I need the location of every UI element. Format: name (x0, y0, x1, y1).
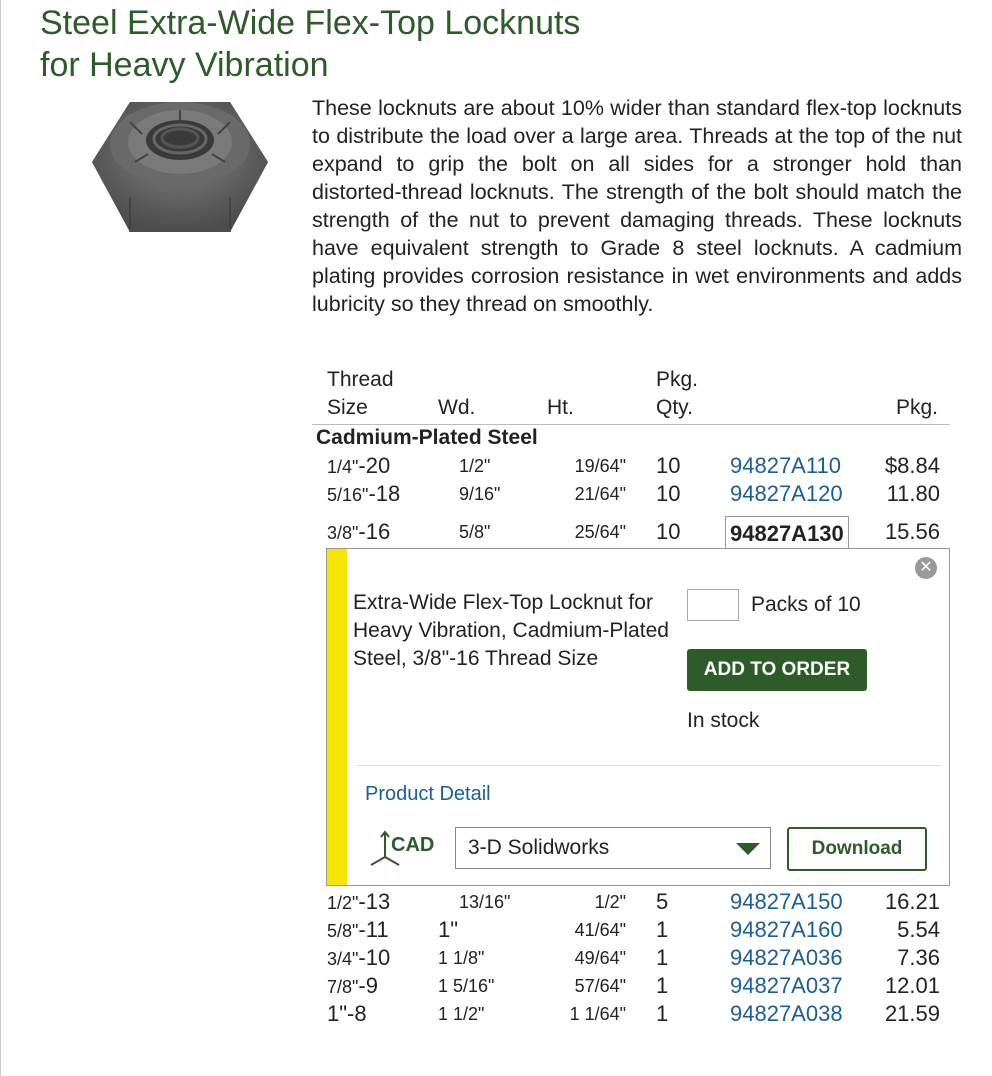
part-number-selected[interactable]: 94827A130 (725, 516, 849, 550)
height: 41/64" (574, 920, 626, 940)
download-button[interactable]: Download (787, 827, 927, 871)
panel-accent-stripe (327, 549, 347, 885)
width: 5/8" (459, 522, 491, 542)
panel-divider (357, 765, 941, 766)
table-row (312, 452, 952, 480)
height: 1/2" (594, 892, 626, 912)
thread-size: 3/4"-10 (327, 945, 391, 970)
table-row (312, 888, 952, 916)
height: 19/64" (574, 456, 626, 476)
width: 1 1/8" (438, 948, 485, 968)
part-number-link[interactable]: 94827A038 (730, 1001, 843, 1026)
cad-format-select[interactable] (455, 827, 771, 869)
height: 25/64" (574, 522, 626, 542)
part-number-link[interactable]: 94827A160 (730, 917, 843, 942)
thread-size: 5/16"-18 (327, 481, 401, 506)
pkg-qty: 10 (656, 453, 681, 478)
header-height: Ht. (547, 396, 574, 419)
thread-size: 1"-8 (327, 1001, 367, 1026)
height: 49/64" (574, 948, 626, 968)
group-label: Cadmium-Plated Steel (316, 426, 538, 449)
pkg-qty: 1 (656, 973, 669, 998)
chevron-down-icon (736, 843, 760, 855)
add-to-order-button[interactable]: ADD TO ORDER (687, 649, 867, 691)
product-description: These locknuts are about 10% wider than standard flex-top locknuts to distribute the load over a large area. Threads at the top of the nut expand to grip the bolt on all sides for a stronger hold than distorted-thread locknuts. The strength of the bolt should match the strength of the nut to prevent damaging threads. These locknuts have equivalent strength to Grade 8 steel locknuts. A cadmium plating provides corrosion resistance in wet environments and adds lubricity so they thread on smoothly. (312, 96, 962, 316)
price: 15.56 (884, 519, 940, 544)
width: 1 1/2" (438, 1004, 485, 1024)
selected-product-description: Extra-Wide Flex-Top Locknut for Heavy Vibration, Cadmium-Plated Steel, 3/8"-16 Thread Size (353, 591, 669, 670)
part-number-link[interactable]: 94827A150 (730, 889, 843, 914)
pkg-qty: 1 (656, 945, 669, 970)
order-panel (326, 548, 950, 886)
table-row (312, 944, 952, 972)
thread-size: 5/8"-11 (327, 917, 389, 942)
header-thread-line1: Thread (327, 368, 394, 391)
height: 21/64" (574, 484, 626, 504)
part-number-link[interactable]: 94827A120 (730, 481, 843, 506)
table-row (312, 972, 952, 1000)
table-row (312, 480, 952, 508)
pkg-qty: 1 (656, 1001, 669, 1026)
cad-format-value: 3-D Solidworks (468, 836, 610, 859)
header-thread-line2: Size (327, 396, 368, 419)
part-number-link[interactable]: 94827A037 (730, 973, 843, 998)
width: 1/2" (459, 456, 491, 476)
header-pkgqty-line2: Qty. (656, 396, 693, 419)
width: 1" (438, 917, 459, 942)
pkg-qty: 1 (656, 917, 669, 942)
table-row-selected (312, 518, 952, 546)
width: 1 5/16" (438, 976, 495, 996)
price: 16.21 (884, 889, 940, 914)
stock-status: In stock (687, 709, 760, 732)
pkg-qty: 10 (656, 519, 681, 544)
thread-size: 3/8"-16 (327, 519, 391, 544)
header-width: Wd. (438, 396, 476, 419)
packs-label: Packs of 10 (751, 593, 861, 616)
price: 12.01 (884, 973, 940, 998)
cad-icon (365, 829, 435, 869)
cad-label: CAD (391, 834, 435, 856)
price: 7.36 (897, 945, 940, 970)
thread-size: 1/2"-13 (327, 889, 391, 914)
header-pkgqty-line1: Pkg. (656, 368, 699, 391)
header-pkg-price: Pkg. (895, 396, 938, 419)
part-number-link[interactable]: 94827A036 (730, 945, 843, 970)
price: 11.80 (886, 481, 940, 506)
width: 13/16" (459, 892, 511, 912)
height: 1 1/64" (569, 1004, 626, 1024)
table-row (312, 916, 952, 944)
page-left-border (0, 0, 1, 1076)
close-icon[interactable]: ✕ (915, 557, 937, 579)
page-title: Steel Extra-Wide Flex-Top Locknuts for Heavy Vibration (40, 4, 581, 84)
locknut-image (90, 92, 270, 242)
pkg-qty: 10 (656, 481, 681, 506)
thread-size: 1/4"-20 (327, 453, 391, 478)
thread-size: 7/8"-9 (327, 973, 378, 998)
table-row (312, 1000, 952, 1028)
product-detail-link[interactable]: Product Detail (365, 783, 491, 805)
price: $8.84 (884, 453, 940, 478)
part-number-link[interactable]: 94827A110 (730, 453, 841, 478)
width: 9/16" (459, 484, 501, 504)
pkg-qty: 5 (656, 889, 669, 914)
price: 21.59 (884, 1001, 940, 1026)
height: 57/64" (574, 976, 626, 996)
price: 5.54 (897, 917, 940, 942)
quantity-input[interactable] (687, 589, 739, 621)
spec-table-header (312, 366, 952, 422)
